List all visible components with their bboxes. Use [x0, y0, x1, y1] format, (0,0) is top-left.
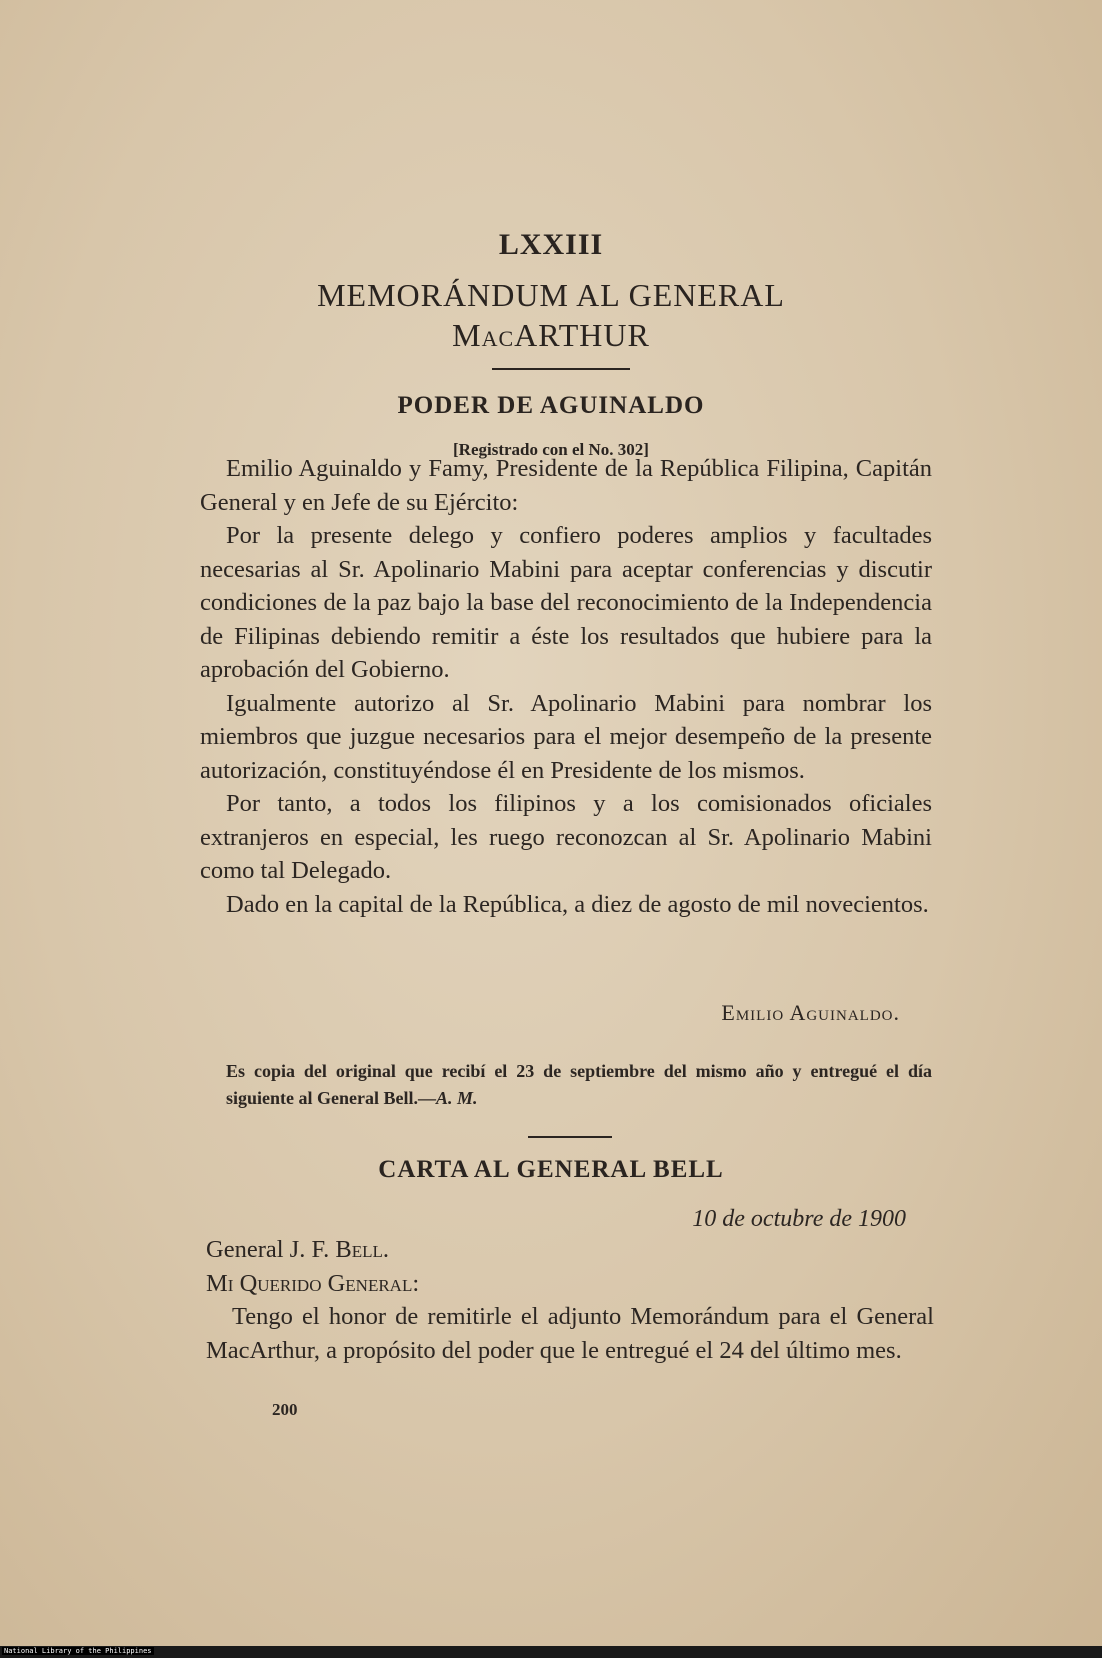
decree-paragraph-5: Dado en la capital de la República, a diez de agosto de mil novecientos. — [226, 890, 929, 918]
scan-credit: National Library of the Philippines — [4, 1647, 152, 1655]
letter-addressee-prefix: General J. F. — [206, 1236, 336, 1263]
copy-note-text: Es copia del original que recibí el 23 de septiembre del mismo año y entregué el día siguiente al General Bell.— — [226, 1061, 932, 1108]
letter-salutation: Mi Querido General: — [206, 1269, 420, 1297]
decree-paragraph-2: Por la presente delego y confiero poderes amplios y facultades necesarias al Sr. Apolinario Mabini para aceptar conferencias y discutir condiciones de la paz bajo la base del reconocimiento de la Independencia de Filipinas debiendo remitir a éste los resultados que hubiere para la aprobación del Gobierno. — [200, 522, 932, 683]
letter-paragraph: Tengo el honor de remitirle el adjunto Memorándum para el General MacArthur, a propósito del poder que le entregué el 24 del último mes. — [206, 1303, 934, 1364]
decree-paragraph-3: Igualmente autorizo al Sr. Apolinario Mabini para nombrar los miembros que juzgue necesarios para el mejor desempeño de la presente autorización, constituyéndose él en Presidente de los mismos. — [200, 689, 932, 784]
chapter-title-line-2: MacARTHUR — [452, 317, 650, 353]
decree-body — [200, 452, 932, 921]
decree-paragraph-1: Emilio Aguinaldo y Famy, Presidente de la República Filipina, Capitán General y en Jefe de su Ejército: — [200, 455, 932, 516]
chapter-title-line-1: MEMORÁNDUM AL GENERAL — [317, 277, 785, 313]
chapter-title — [0, 275, 1102, 355]
copy-note-signature: A. M. — [435, 1088, 478, 1108]
section-divider — [528, 1136, 612, 1138]
letter-addressee — [206, 1233, 934, 1267]
section-title-poder: PODER DE AGUINALDO — [397, 392, 705, 419]
letter-date: 10 de octubre de 1900 — [692, 1206, 906, 1232]
copy-note — [226, 1058, 932, 1112]
title-divider — [492, 368, 630, 370]
letter-addressee-name: Bell. — [335, 1236, 389, 1263]
registration-note: [Registrado con el No. 302] — [453, 440, 649, 459]
decree-signature: Emilio Aguinaldo. — [721, 1000, 900, 1025]
section-title-carta: CARTA AL GENERAL BELL — [378, 1156, 724, 1183]
scan-bottom-strip — [0, 1646, 1102, 1658]
page-number: 200 — [272, 1400, 298, 1419]
decree-paragraph-4: Por tanto, a todos los filipinos y a los comisionados oficiales extranjeros en especial, les ruego reconozcan al Sr. Apolinario Mabini como tal Delegado. — [200, 790, 932, 884]
letter-body — [206, 1233, 934, 1367]
chapter-number: LXXIII — [498, 228, 604, 261]
